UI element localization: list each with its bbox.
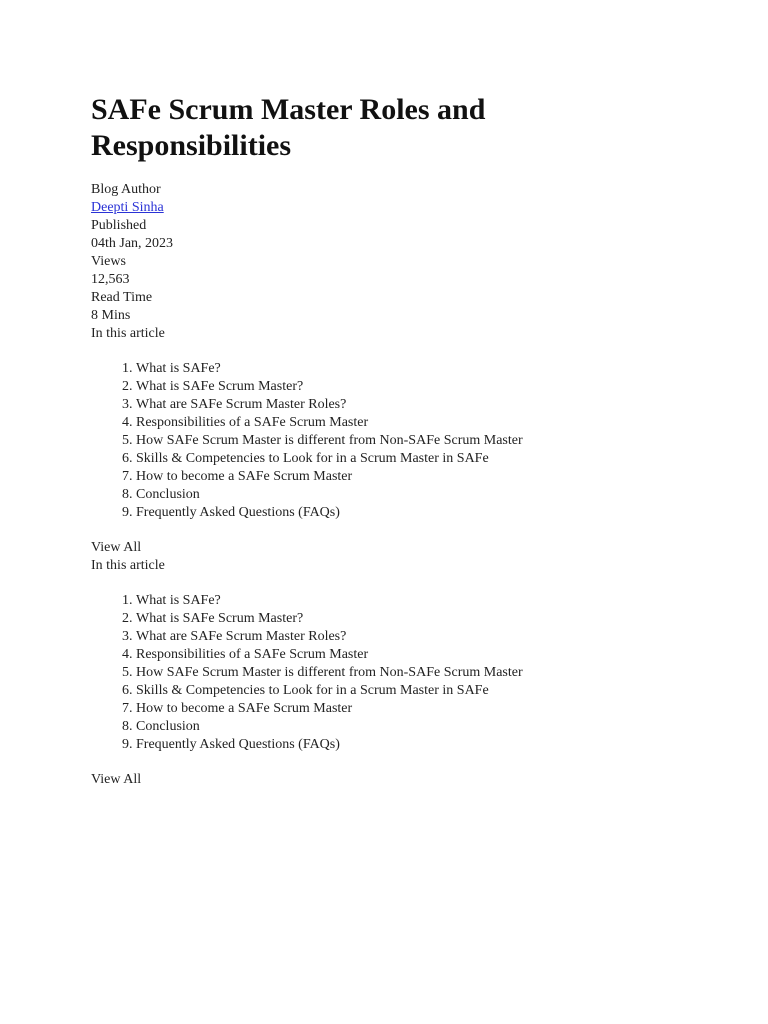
toc-item [136,360,768,378]
toc-link-conclusion[interactable]: Conclusion [136,719,200,734]
published-label: Published [91,218,147,233]
toc-item [136,736,768,754]
toc-link-what-is-safe-scrum-master[interactable]: What is SAFe Scrum Master? [136,611,304,626]
toc-link-what-is-safe-scrum-master[interactable]: What is SAFe Scrum Master? [136,379,304,394]
toc-item [136,646,768,664]
toc-item [136,486,768,504]
toc-link-differences[interactable]: How SAFe Scrum Master is different from Non-SAFe Scrum Master [136,665,523,680]
toc-heading: In this article [91,558,165,573]
article-meta [91,181,768,325]
table-of-contents [91,325,768,557]
toc-link-responsibilities[interactable]: Responsibilities of a SAFe Scrum Master [136,647,369,662]
read-time-label: Read Time [91,290,153,305]
toc-link-how-to-become[interactable]: How to become a SAFe Scrum Master [136,469,353,484]
toc-link-roles[interactable]: What are SAFe Scrum Master Roles? [136,397,347,412]
toc-link-differences[interactable]: How SAFe Scrum Master is different from Non-SAFe Scrum Master [136,433,523,448]
toc-item [136,664,768,682]
toc-item [136,432,768,450]
toc-link-what-is-safe[interactable]: What is SAFe? [136,361,221,376]
toc-link-faqs[interactable]: Frequently Asked Questions (FAQs) [136,737,340,752]
views-label: Views [91,254,126,269]
toc-link-what-is-safe[interactable]: What is SAFe? [136,593,221,608]
toc-heading: In this article [91,326,165,341]
toc-item [136,628,768,646]
toc-list [91,592,768,754]
author-link[interactable]: Deepti Sinha [91,200,164,215]
view-all-link[interactable]: View All [91,540,142,555]
toc-item [136,610,768,628]
toc-link-conclusion[interactable]: Conclusion [136,487,200,502]
toc-item [136,718,768,736]
toc-list [91,360,768,522]
toc-item [136,504,768,522]
toc-item [136,414,768,432]
toc-item [136,378,768,396]
views-count: 12,563 [91,272,130,287]
toc-link-faqs[interactable]: Frequently Asked Questions (FAQs) [136,505,340,520]
read-time-value: 8 Mins [91,308,131,323]
toc-item [136,700,768,718]
toc-item [136,450,768,468]
toc-link-skills[interactable]: Skills & Competencies to Look for in a Scrum Master in SAFe [136,683,489,698]
toc-item [136,468,768,486]
published-date: 04th Jan, 2023 [91,236,174,251]
toc-link-how-to-become[interactable]: How to become a SAFe Scrum Master [136,701,353,716]
view-all-link[interactable]: View All [91,772,142,787]
table-of-contents-secondary [91,557,768,789]
toc-item [136,682,768,700]
toc-item [136,396,768,414]
toc-link-skills[interactable]: Skills & Competencies to Look for in a Scrum Master in SAFe [136,451,489,466]
author-label: Blog Author [91,182,161,197]
toc-link-responsibilities[interactable]: Responsibilities of a SAFe Scrum Master [136,415,369,430]
toc-item [136,592,768,610]
toc-link-roles[interactable]: What are SAFe Scrum Master Roles? [136,629,347,644]
page-title: SAFe Scrum Master Roles and Responsibilities [91,93,486,162]
